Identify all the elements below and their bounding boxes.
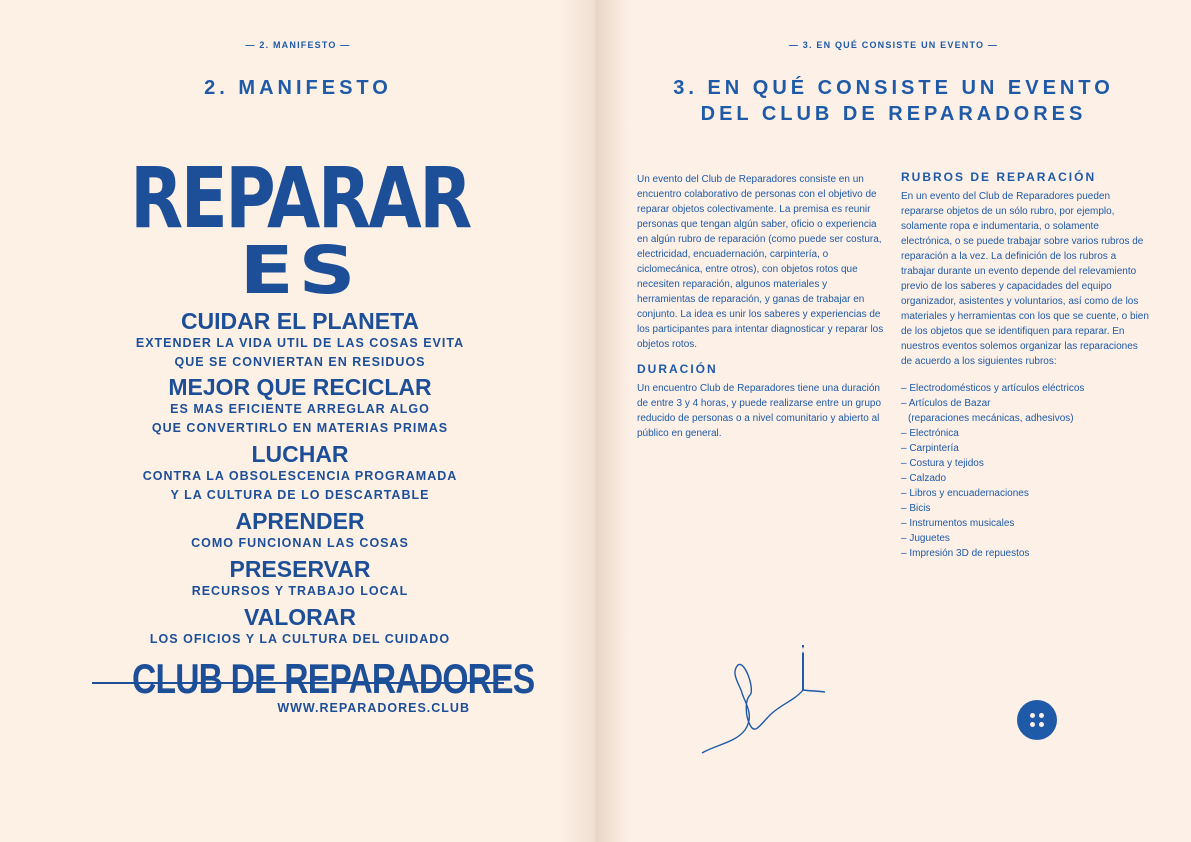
- rubros-heading: RUBROS DE REPARACIÓN: [901, 170, 1097, 184]
- button-icon: [1017, 700, 1057, 740]
- poster-line: MEJOR QUE RECICLAR: [168, 374, 432, 400]
- page-title-right-line1: 3. EN QUÉ CONSISTE UN EVENTO: [673, 77, 1114, 99]
- needle-thread-icon: [700, 645, 830, 755]
- list-item: – Libros y encuadernaciones: [901, 488, 1029, 499]
- poster-line: LUCHAR: [251, 441, 349, 467]
- poster-line: Y LA CULTURA DE LO DESCARTABLE: [170, 488, 430, 502]
- poster-line: LOS OFICIOS Y LA CULTURA DEL CUIDADO: [149, 632, 451, 646]
- poster-line: QUE CONVERTIRLO EN MATERIAS PRIMAS: [151, 421, 449, 435]
- poster-line: EXTENDER LA VIDA UTIL DE LAS COSAS EVITA: [135, 336, 465, 350]
- poster-line: ES MAS EFICIENTE ARREGLAR ALGO: [170, 402, 430, 416]
- list-item: – Bicis: [901, 503, 931, 514]
- left-column: [637, 172, 885, 441]
- list-item: – Juguetes: [901, 533, 950, 544]
- duracion-paragraph: Un encuentro Club de Reparadores tiene una duración de entre 3 y 4 horas, y puede realizarse entre un grupo reducido de personas o a nivel comunitario y abierto al público en general.: [637, 383, 882, 439]
- list-item: – Electrónica: [901, 428, 959, 439]
- poster-club-name: CLUB DE REPARADORES: [132, 655, 535, 702]
- button-hole: [1030, 713, 1035, 718]
- poster-line: COMO FUNCIONAN LAS COSAS: [191, 536, 409, 550]
- rubros-paragraph: En un evento del Club de Reparadores pueden repararse objetos de un sólo rubro, por ejemplo, solamente ropa e indumentaria, o solamente electrónica, o se puede trabajar sobre varios rubros de reparación a la vez. La definición de los rubros a trabajar durante un evento depende del relevamiento previo de los saberes y capacidades del equipo organizador, asistentes y voluntarios, así como de los materiales y herramientas con los que se cuente, o bien de los objetos que se identifiquen para reparar. En nuestros eventos solemos organizar las reparaciones de acuerdo a los siguientes rubros:: [901, 191, 1149, 367]
- page-title-left: 2. MANIFESTO: [204, 77, 392, 99]
- poster-line: PRESERVAR: [229, 556, 371, 582]
- poster-line: APRENDER: [235, 508, 365, 534]
- running-head-right: — 3. EN QUÉ CONSISTE UN EVENTO —: [788, 40, 999, 50]
- button-hole: [1030, 722, 1035, 727]
- list-item: – Electrodomésticos y artículos eléctricos: [901, 383, 1085, 394]
- poster-line: CUIDAR EL PLANETA: [180, 308, 420, 334]
- poster-line: REPARAR: [130, 149, 470, 247]
- page-title-right-line2: DEL CLUB DE REPARADORES: [700, 103, 1087, 125]
- poster-line: RECURSOS Y TRABAJO LOCAL: [191, 584, 409, 598]
- poster-line: VALORAR: [243, 604, 356, 630]
- manifesto-poster: [90, 149, 535, 715]
- running-head-left: — 2. MANIFESTO —: [245, 40, 351, 50]
- right-column: [901, 170, 1151, 561]
- list-item: – Impresión 3D de repuestos: [901, 548, 1030, 559]
- list-item: – Carpintería: [901, 443, 959, 454]
- list-item: – Calzado: [901, 473, 947, 484]
- button-hole: [1039, 713, 1044, 718]
- poster-line: QUE SE CONVIERTAN EN RESIDUOS: [174, 355, 426, 369]
- poster-line: ES: [239, 232, 361, 309]
- rubros-list: [901, 381, 1151, 561]
- duracion-heading: DURACIÓN: [637, 362, 718, 376]
- intro-paragraph: Un evento del Club de Reparadores consiste en un encuentro colaborativo de personas con el objetivo de reparar objetos colectivamente. La premisa es reunir personas que tengan algún saber, oficio o experiencia en algún rubro de reparación (como puede ser costura, electricidad, encuadernación, carpintería, o ciclomecánica, entre otros), con objetos rotos que necesiten reparación, algunos materiales y herramientas de reparación, y ganas de trabajar en conjunto. La idea es unir los saberes y experiencias de los participantes para intentar diagnosticar y reparar los objetos rotos.: [637, 174, 884, 350]
- poster-line: CONTRA LA OBSOLESCENCIA PROGRAMADA: [142, 469, 458, 483]
- list-item: – Costura y tejidos: [901, 458, 984, 469]
- list-item: – Instrumentos musicales: [901, 518, 1015, 529]
- poster-url: WWW.REPARADORES.CLUB: [277, 701, 470, 715]
- list-item: (reparaciones mecánicas, adhesivos): [908, 413, 1074, 424]
- button-hole: [1039, 722, 1044, 727]
- list-item: – Artículos de Bazar: [901, 398, 991, 409]
